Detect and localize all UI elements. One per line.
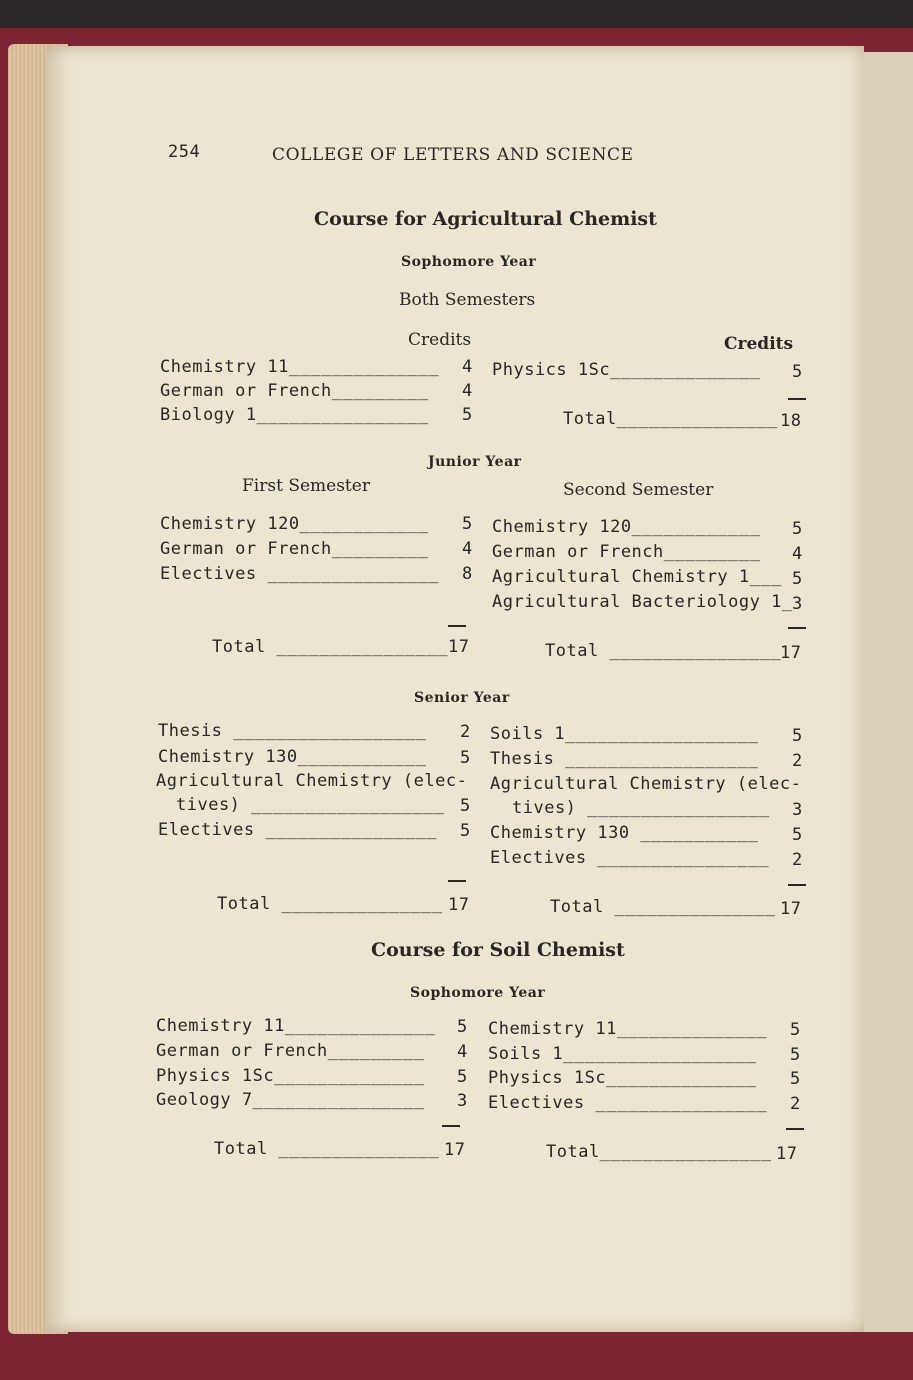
course-credits: 4: [457, 1042, 468, 1062]
ag-sophomore-title: Sophomore Year: [401, 254, 537, 270]
facing-page: [862, 52, 913, 1332]
course-credits: 4: [462, 381, 473, 401]
total-label: Total ________________: [545, 641, 782, 661]
total-rule: [442, 1125, 460, 1127]
course-name: Physics 1Sc______________: [156, 1066, 425, 1086]
course-name: Physics 1Sc______________: [488, 1068, 757, 1088]
course-name: Chemistry 11______________: [156, 1016, 436, 1036]
course-credits: 4: [462, 539, 473, 559]
course-credits: 8: [462, 564, 473, 584]
course-credits: 2: [792, 751, 803, 771]
course-name: Electives ________________: [158, 820, 438, 840]
course-name: Chemistry 130____________: [158, 747, 427, 767]
ag-chemist-title: Course for Agricultural Chemist: [314, 208, 657, 230]
course-name: Agricultural Bacteriology 1_: [492, 592, 793, 612]
page-number: 254: [168, 142, 201, 162]
course-credits: 5: [792, 519, 803, 539]
course-name: Thesis __________________: [158, 721, 427, 741]
course-name: Agricultural Chemistry 1___: [492, 567, 782, 587]
course-name: tives) _________________: [512, 798, 770, 818]
course-credits: 5: [792, 825, 803, 845]
total-label: Total _______________: [214, 1139, 440, 1159]
course-credits: 5: [460, 821, 471, 841]
course-credits: 5: [457, 1067, 468, 1087]
course-name: Physics 1Sc______________: [492, 360, 761, 380]
total-label: Total ________________: [212, 637, 449, 657]
course-name: Agricultural Chemistry (elec-: [490, 774, 802, 794]
course-credits: 2: [790, 1094, 801, 1114]
total-credits: 18: [780, 411, 802, 431]
course-name: German or French_________: [156, 1041, 425, 1061]
total-label: Total _______________: [550, 897, 776, 917]
course-name: Electives ________________: [488, 1093, 768, 1113]
total-rule: [448, 880, 466, 882]
course-name: Biology 1________________: [160, 405, 429, 425]
course-name: Soils 1__________________: [490, 724, 759, 744]
total-label: Total _______________: [217, 894, 443, 914]
course-name: Chemistry 120____________: [492, 517, 761, 537]
course-credits: 3: [457, 1091, 468, 1111]
course-name: Chemistry 11______________: [488, 1019, 768, 1039]
course-name: Soils 1__________________: [488, 1044, 757, 1064]
first-semester: First Semester: [242, 476, 370, 496]
course-name: Chemistry 130 ___________: [490, 823, 759, 843]
course-name: German or French_________: [492, 542, 761, 562]
course-name: Agricultural Chemistry (elec-: [156, 771, 468, 791]
course-name: German or French_________: [160, 539, 429, 559]
total-rule: [448, 625, 466, 627]
course-credits: 4: [462, 357, 473, 377]
total-credits: 17: [780, 899, 802, 919]
ag-senior-title: Senior Year: [414, 690, 510, 706]
course-credits: 5: [790, 1020, 801, 1040]
total-rule: [788, 884, 806, 886]
ag-sophomore-subtitle: Both Semesters: [399, 290, 536, 310]
total-label: Total_______________: [563, 409, 778, 429]
course-name: Chemistry 120____________: [160, 514, 429, 534]
running-title: COLLEGE OF LETTERS AND SCIENCE: [272, 145, 634, 165]
total-credits: 17: [448, 895, 470, 915]
total-credits: 17: [776, 1144, 798, 1164]
total-rule: [786, 1128, 804, 1130]
credits-header-left: Credits: [408, 330, 472, 350]
total-credits: 17: [444, 1140, 466, 1160]
course-credits: 3: [792, 800, 803, 820]
total-rule: [788, 398, 806, 400]
credits-header-right: Credits: [724, 334, 794, 354]
course-credits: 5: [790, 1069, 801, 1089]
course-name: Electives ________________: [490, 848, 770, 868]
soil-sophomore-title: Sophomore Year: [410, 985, 546, 1001]
course-credits: 5: [460, 748, 471, 768]
course-name: Thesis __________________: [490, 749, 759, 769]
course-credits: 2: [460, 722, 471, 742]
soil-chemist-title: Course for Soil Chemist: [371, 939, 625, 961]
second-semester: Second Semester: [563, 480, 714, 500]
course-credits: 5: [792, 569, 803, 589]
course-credits: 5: [790, 1045, 801, 1065]
total-credits: 17: [448, 637, 470, 657]
total-rule: [788, 627, 806, 629]
course-name: Chemistry 11______________: [160, 357, 440, 377]
course-credits: 5: [462, 405, 473, 425]
course-credits: 2: [792, 850, 803, 870]
course-credits: 3: [792, 594, 803, 614]
course-credits: 5: [460, 796, 471, 816]
course-credits: 5: [457, 1017, 468, 1037]
course-credits: 5: [792, 362, 803, 382]
course-credits: 5: [792, 726, 803, 746]
course-name: Geology 7________________: [156, 1090, 425, 1110]
course-credits: 5: [462, 514, 473, 534]
course-name: tives) __________________: [176, 795, 445, 815]
course-credits: 4: [792, 544, 803, 564]
course-name: German or French_________: [160, 381, 429, 401]
total-label: Total________________: [546, 1142, 772, 1162]
course-name: Electives ________________: [160, 564, 440, 584]
total-credits: 17: [780, 643, 802, 663]
ag-junior-title: Junior Year: [428, 454, 522, 470]
